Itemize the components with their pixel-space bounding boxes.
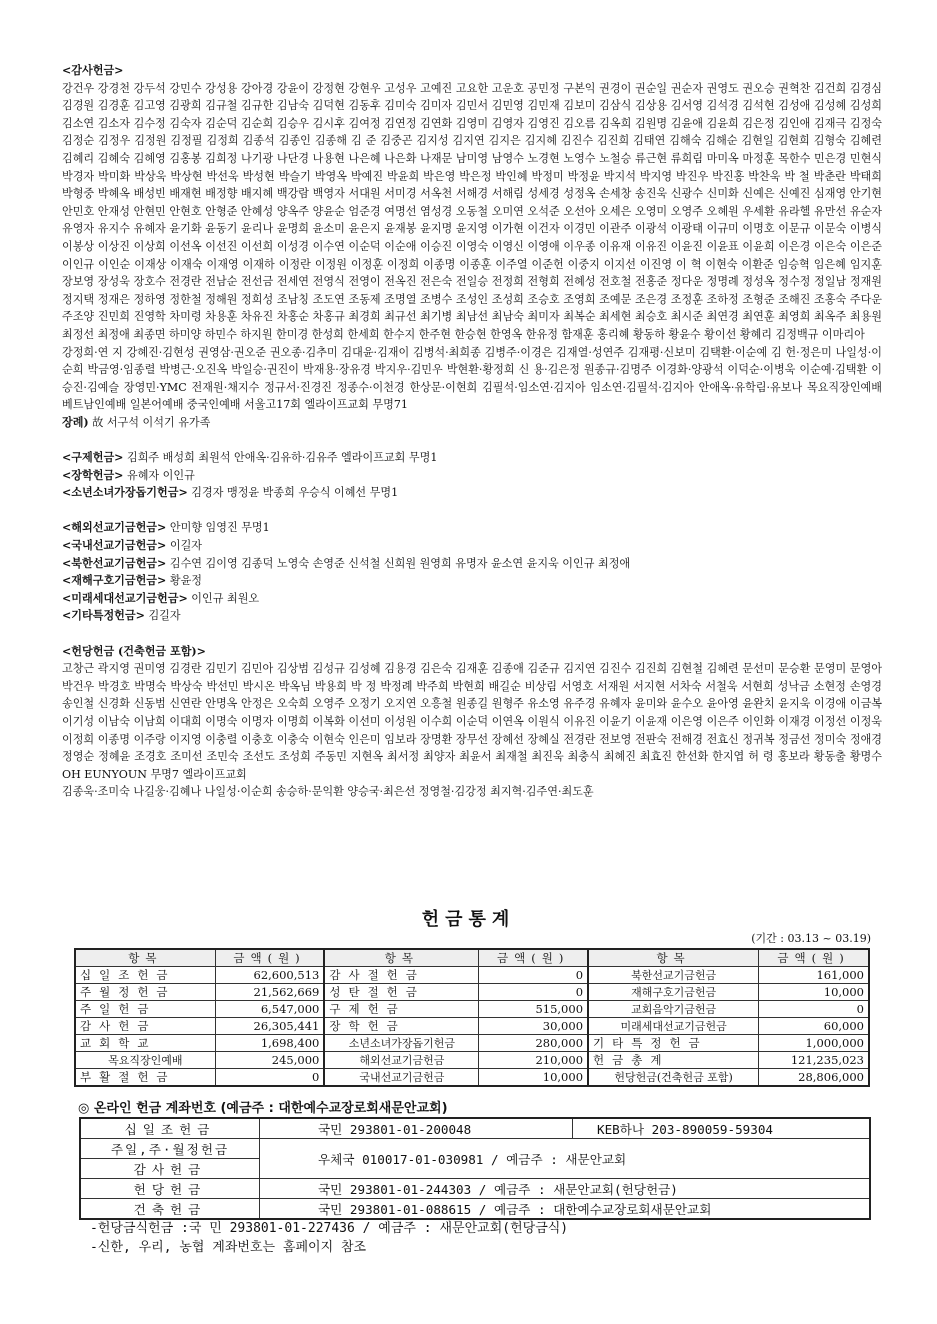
stats-amount: 280,000 (479, 1035, 588, 1052)
stats-label: 구제헌금 (324, 1001, 478, 1018)
heondang-section (62, 643, 882, 801)
stats-amount: 161,000 (759, 967, 869, 984)
account-row (80, 1118, 870, 1139)
stats-amount: 10,000 (479, 1069, 588, 1087)
section-heading: <헌당헌금 (건축헌금 포함)> (62, 644, 206, 658)
stats-amount: 0 (479, 967, 588, 984)
stats-amount: 62,600,513 (215, 967, 324, 984)
sonyeon-names: 김경자 맹정윤 박종희 우승식 이혜선 무명1 (191, 486, 399, 500)
gungnae-heading: <국내선교기금헌금> (62, 539, 167, 553)
stats-label: 헌당헌금(건축헌금 포함) (588, 1069, 759, 1087)
gungnae-names: 이길자 (169, 539, 203, 553)
account-number: KEB하나 203-890059-59304 (573, 1118, 870, 1139)
bukhan-line (62, 555, 882, 573)
stats-label: 헌금총계 (588, 1052, 759, 1069)
stats-amount: 30,000 (479, 1018, 588, 1035)
stats-label: 북한선교기금헌금 (588, 967, 759, 984)
stats-row (75, 984, 869, 1001)
stats-label: 주월정헌금 (75, 984, 215, 1001)
account-note: -헌당금식헌금 :국 민 293801-01-227436 / 예금주 : 새문안교회(헌당금식) (90, 1221, 569, 1236)
col-header-amount: 금액(원) (759, 949, 869, 967)
donor-list: 강건우 강경천 강두석 강민수 강성용 강아경 강윤이 강정현 강현우 고성우 고예진 고요한 고운호 공민정 구본익 권경이 권순일 권순자 권영도 권오승 권혁찬 김건희 김경심 김경원 김경훈 김고영 김광희 김규철 김규한 김남숙 김덕현 김동후 김미숙 김미자 김민서 김민영 김민재 김보미 김삼식 김상용 김서영 김석경 김석현 김성애 김성혜 김성희 김소연 김소자 김수정 김숙자 김순덕 김순희 김승우 김시후 김여정 김연정 김연화 김영미 김영자 김영진 김오름 김옥희 김원명 김윤애 김윤희 김은정 김인애 김재극 김정숙 김정순 김정우 김정원 김정필 김정희 김종석 김종인 김종해 김 준 김중곤 김지성 김지연 김지은 김지혜 김진수 김진희 김태연 김해숙 김해순 김현일 김현희 김형숙 김혜련 김혜리 김혜숙 김혜영 김홍봉 김희정 나기광 나단경 나용현 나은혜 나은화 나재문 남미영 남영수 노경현 노영수 노철승 류근현 류희림 마미옥 마정훈 목한수 민은경 민현식 박경자 박미화 박상욱 박상현 박선욱 박성현 박슬기 박영옥 박예진 박윤희 박은영 박은정 박인혜 박정미 박정윤 박지석 박지영 박진우 박진홍 박찬욱 박 철 박춘란 박태희 박형중 박혜옥 배성빈 배재현 배정향 배지혜 백강람 백영자 서대원 서미경 서옥천 서해경 서해림 성세경 성정옥 손세창 송진욱 신광수 신미화 신예은 신예진 심재영 안기현 안민호 안재성 안현민 안현호 안형준 안혜성 양옥주 양윤순 엄준경 여명선 염성경 오동철 오미연 오석준 오선아 오세은 오영미 오영주 오혜원 우세환 유라헬 유만선 유순자 유영자 유지수 유혜자 윤기화 윤동기 윤리나 윤명희 윤소미 윤은지 윤재봉 윤지명 윤지영 이가현 이건자 이경민 이관주 이광석 이광태 이규미 이명호 이문규 이문숙 이병식 이봉상 이상진 이상희 이선옥 이선진 이선희 이성경 이수연 이순덕 이순애 이승진 이영숙 이영신 이영애 이우종 이유재 이유진 이윤진 이윤표 이윤희 이은경 이은숙 이은준 이인규 이인순 이재상 이재숙 이재영 이재하 이정란 이정원 이정훈 이정희 이종명 이종훈 이주열 이준헌 이중지 이지선 이진영 이 혁 이현숙 이환준 임승혁 임은혜 임지훈 장보영 장성욱 장호수 전경란 전남순 전선금 전세연 전영식 전영이 전옥진 전은숙 전일승 전정희 전형희 전혜성 전호철 전홍준 정다운 정명례 정성옥 정수정 정일남 정재원 정지택 정재은 정하영 정한철 정해원 정희성 조남칭 조도연 조동제 조명열 조병수 조성인 조성희 조승호 조영희 조예문 조은경 조정훈 조하정 조형준 조해진 조홍숙 주다운 주조양 진민희 진영학 차미령 차용훈 차유진 차홍순 차홍규 최경희 최규선 최기병 최남선 최남숙 최미자 최복순 최세현 최승호 최시준 최연경 최연훈 최영희 최옥주 최용원 최정선 최정애 최종면 하미양 하민수 하지원 한미경 한성희 한세희 한수지 한주현 한승현 한영옥 한유정 함재훈 홍리혜 황동하 황윤수 황이선 황혜리 김정백규 이마리아 (62, 81, 882, 341)
gujae-line (62, 449, 882, 467)
stats-amount: 6,547,000 (215, 1001, 324, 1018)
haeoe-line (62, 519, 882, 537)
stats-label: 국내선교기금헌금 (324, 1069, 478, 1087)
stats-label: 부활절헌금 (75, 1069, 215, 1087)
stats-amount: 1,000,000 (759, 1035, 869, 1052)
account-label: 헌당헌금 (80, 1179, 260, 1199)
stats-label: 목요직장인예배 (75, 1052, 215, 1069)
jaehae-line (62, 572, 882, 590)
stats-row (75, 1001, 869, 1018)
donor-list-couples: 김종욱·조미숙 나길웅·김혜나 나일성·이순희 송승하·문익환 양승국·최은선 정영철·김강정 최지혁·김주연·최도훈 (62, 785, 594, 799)
stats-amount: 1,698,400 (215, 1035, 324, 1052)
stats-label: 해외선교기금헌금 (324, 1052, 478, 1069)
sonyeon-heading: <소년소녀가장돕기헌금> (62, 486, 188, 500)
stats-amount: 0 (215, 1069, 324, 1087)
stats-label: 미래세대선교기금헌금 (588, 1018, 759, 1035)
col-header-amount: 금액(원) (215, 949, 324, 967)
stats-title: 헌금통계 (421, 909, 516, 930)
bukhan-heading: <북한선교기금헌금> (62, 556, 167, 570)
donor-list: 고창근 곽지영 권미영 김경란 김민기 김민아 김상범 김성규 김성혜 김용경 김은숙 김재훈 김종애 김준규 김지연 김진수 김진희 김현철 김혜련 문선미 문승환 문영미 문영아 박건우 박경호 박명숙 박상숙 박선민 박시온 박옥님 박용희 박 정 박정례 박주희 박현희 배길순 비상림 서영호 서재원 서지현 서차숙 서철욱 서현희 성낙금 소현정 손영경 송인철 신경화 신동범 신연란 안명옥 안정은 오숙희 오영주 오정기 오지연 오흥철 원종길 원형주 유소영 유주경 유혜자 윤미와 윤수오 윤아영 윤완치 윤지욱 이경애 이금복 이기성 이남숙 이남희 이대희 이명숙 이명자 이명희 이복화 이선미 이성원 이수희 이순덕 이연옥 이원식 이유진 이윤기 이윤재 이은영 이은주 이인화 이재경 이정선 이정욱 이정희 이종명 이주랑 이지영 이충렬 이충호 이충숙 이현숙 인은미 임보라 장명환 장무선 장혜선 장혜실 전경란 전보영 전판숙 전해경 전효신 정귀복 정금선 정미숙 정애경 정영순 정혜윤 조경호 조미선 조민숙 조선도 조성희 주동민 지현옥 최서정 최양자 최윤서 최재철 최진욱 최충식 최혜진 최효진 한선화 한지엽 허 령 홍보라 황동출 황명수 OH EUNYOUN 무명7 엘라이프교회 (62, 662, 882, 781)
funeral-heading: 장례) (62, 415, 89, 429)
account-label: 주일,주·월정헌금 (80, 1139, 260, 1159)
mirae-heading: <미래세대선교기금헌금> (62, 591, 188, 605)
funeral-names: 故 서구석 이석기 유가족 (92, 415, 211, 429)
account-number: 국민 293801-01-088615 / 예금주 : 대한예수교장로회새문안교회 (260, 1199, 871, 1220)
jaehae-names: 황윤정 (169, 574, 203, 588)
stats-label: 장학헌금 (324, 1018, 478, 1035)
stats-label: 소년소녀가장돕기헌금 (324, 1035, 478, 1052)
account-number: 우체국 010017-01-030981 / 예금주 : 새문안교회 (260, 1139, 871, 1179)
stats-label: 감사헌금 (75, 1018, 215, 1035)
stats-row (75, 1052, 869, 1069)
donor-list-couples: 강정희·연 지 강혜진·김현성 권영삼·권오준 권오종·김추미 김대윤·김재이 김병석·최희종 김병주·이경은 김재열·성연주 김재평·신보미 김택환·이순예 김 헌·정은미 나일성·이순희 박금영·임종렬 박병근·오진옥 박일승·권진이 박재용·장유경 박지우·김민우 박현환·황정희 신 용·김은정 원종규·김명주 이경화·양광석 이덕순·이병욱 이순예·김택환 이승진·김예슬 장영민·YMC 전재원·채지수 정규서·진경진 정종수·이천경 한상문·이현희 김필석·임소연·김지아 임소연·김필석·김지아 안애옥·유학림·유보나 목요직장인예배 베트남인예배 일본어예배 중국인예배 서울고17회 엘라이프교회 무명71 (62, 345, 882, 412)
funeral-line (62, 414, 882, 432)
stats-amount: 121,235,023 (759, 1052, 869, 1069)
stats-label: 십일조헌금 (75, 967, 215, 984)
stats-row (75, 1069, 869, 1087)
small-offerings-1 (62, 449, 882, 502)
stats-period: (기간 : 03.13 ~ 03.19) (751, 932, 871, 945)
stats-amount: 21,562,669 (215, 984, 324, 1001)
janghak-heading: <장학헌금> (62, 468, 124, 482)
stats-label: 교회음악기금헌금 (588, 1001, 759, 1018)
gujae-names: 김희주 배성희 최원석 안애옥·김유하·김유주 엘라이프교회 무명1 (127, 451, 438, 465)
stats-row (75, 1035, 869, 1052)
stats-label: 재해구호기금헌금 (588, 984, 759, 1001)
stats-label: 감사절헌금 (324, 967, 478, 984)
col-header-amount: 금액(원) (479, 949, 588, 967)
col-header-item: 항목 (75, 949, 215, 967)
gungnae-line (62, 537, 882, 555)
stats-header-row (75, 949, 869, 967)
col-header-item: 항목 (588, 949, 759, 967)
col-header-item: 항목 (324, 949, 478, 967)
stats-body (75, 967, 869, 1087)
gita-heading: <기타특정헌금> (62, 609, 145, 623)
stats-row (75, 1018, 869, 1035)
janghak-line (62, 467, 882, 485)
janghak-names: 유혜자 이인규 (127, 468, 195, 482)
stats-amount: 60,000 (759, 1018, 869, 1035)
account-number: 국민 293801-01-244303 / 예금주 : 새문안교회(헌당헌금) (260, 1179, 871, 1199)
stats-amount: 515,000 (479, 1001, 588, 1018)
stats-amount: 0 (479, 984, 588, 1001)
stats-amount: 10,000 (759, 984, 869, 1001)
account-note: -신한, 우리, 농협 계좌번호는 홈페이지 참조 (90, 1240, 367, 1255)
account-label: 건축헌금 (80, 1199, 260, 1220)
offering-list (62, 62, 882, 801)
section-heading: <감사헌금> (62, 64, 124, 77)
gita-names: 김길자 (148, 609, 181, 623)
stats-label: 주일헌금 (75, 1001, 215, 1018)
stats-amount: 28,806,000 (759, 1069, 869, 1087)
stats-amount: 245,000 (215, 1052, 324, 1069)
stats-amount: 0 (759, 1001, 869, 1018)
account-row (80, 1199, 870, 1220)
haeoe-heading: <해외선교기금헌금> (62, 521, 167, 535)
jaehae-heading: <재해구호기금헌금> (62, 574, 167, 588)
stats-row (75, 967, 869, 984)
stats-amount: 26,305,441 (215, 1018, 324, 1035)
account-number: 국민 293801-01-200048 (260, 1118, 573, 1139)
stats-amount: 210,000 (479, 1052, 588, 1069)
account-row (80, 1179, 870, 1199)
account-label: 십일조헌금 (80, 1118, 260, 1139)
mirae-names: 이인규 최원오 (191, 591, 260, 605)
gujae-heading: <구제헌금> (62, 451, 124, 465)
mirae-line (62, 590, 882, 608)
stats-label: 기타특정헌금 (588, 1035, 759, 1052)
stats-label: 교회학교 (75, 1035, 215, 1052)
sonyeon-line (62, 484, 882, 502)
account-label: 감사헌금 (80, 1159, 260, 1179)
bukhan-names: 김수연 김이영 김종덕 노영숙 손영준 신석철 신희원 원영희 유명자 윤소연 윤지욱 이인규 최정애 (169, 556, 631, 570)
stats-label: 성탄절헌금 (324, 984, 478, 1001)
haeoe-names: 안미향 임영진 무명1 (169, 521, 270, 535)
stats-table (74, 948, 870, 1087)
accounts-title: ◎ 온라인 헌금 계좌번호 (예금주 : 대한예수교장로회새문안교회) (78, 1101, 448, 1116)
accounts-table (79, 1117, 871, 1220)
account-row (80, 1139, 870, 1159)
gamsa-section (62, 62, 882, 431)
small-offerings-2 (62, 519, 882, 625)
gita-line (62, 607, 882, 625)
